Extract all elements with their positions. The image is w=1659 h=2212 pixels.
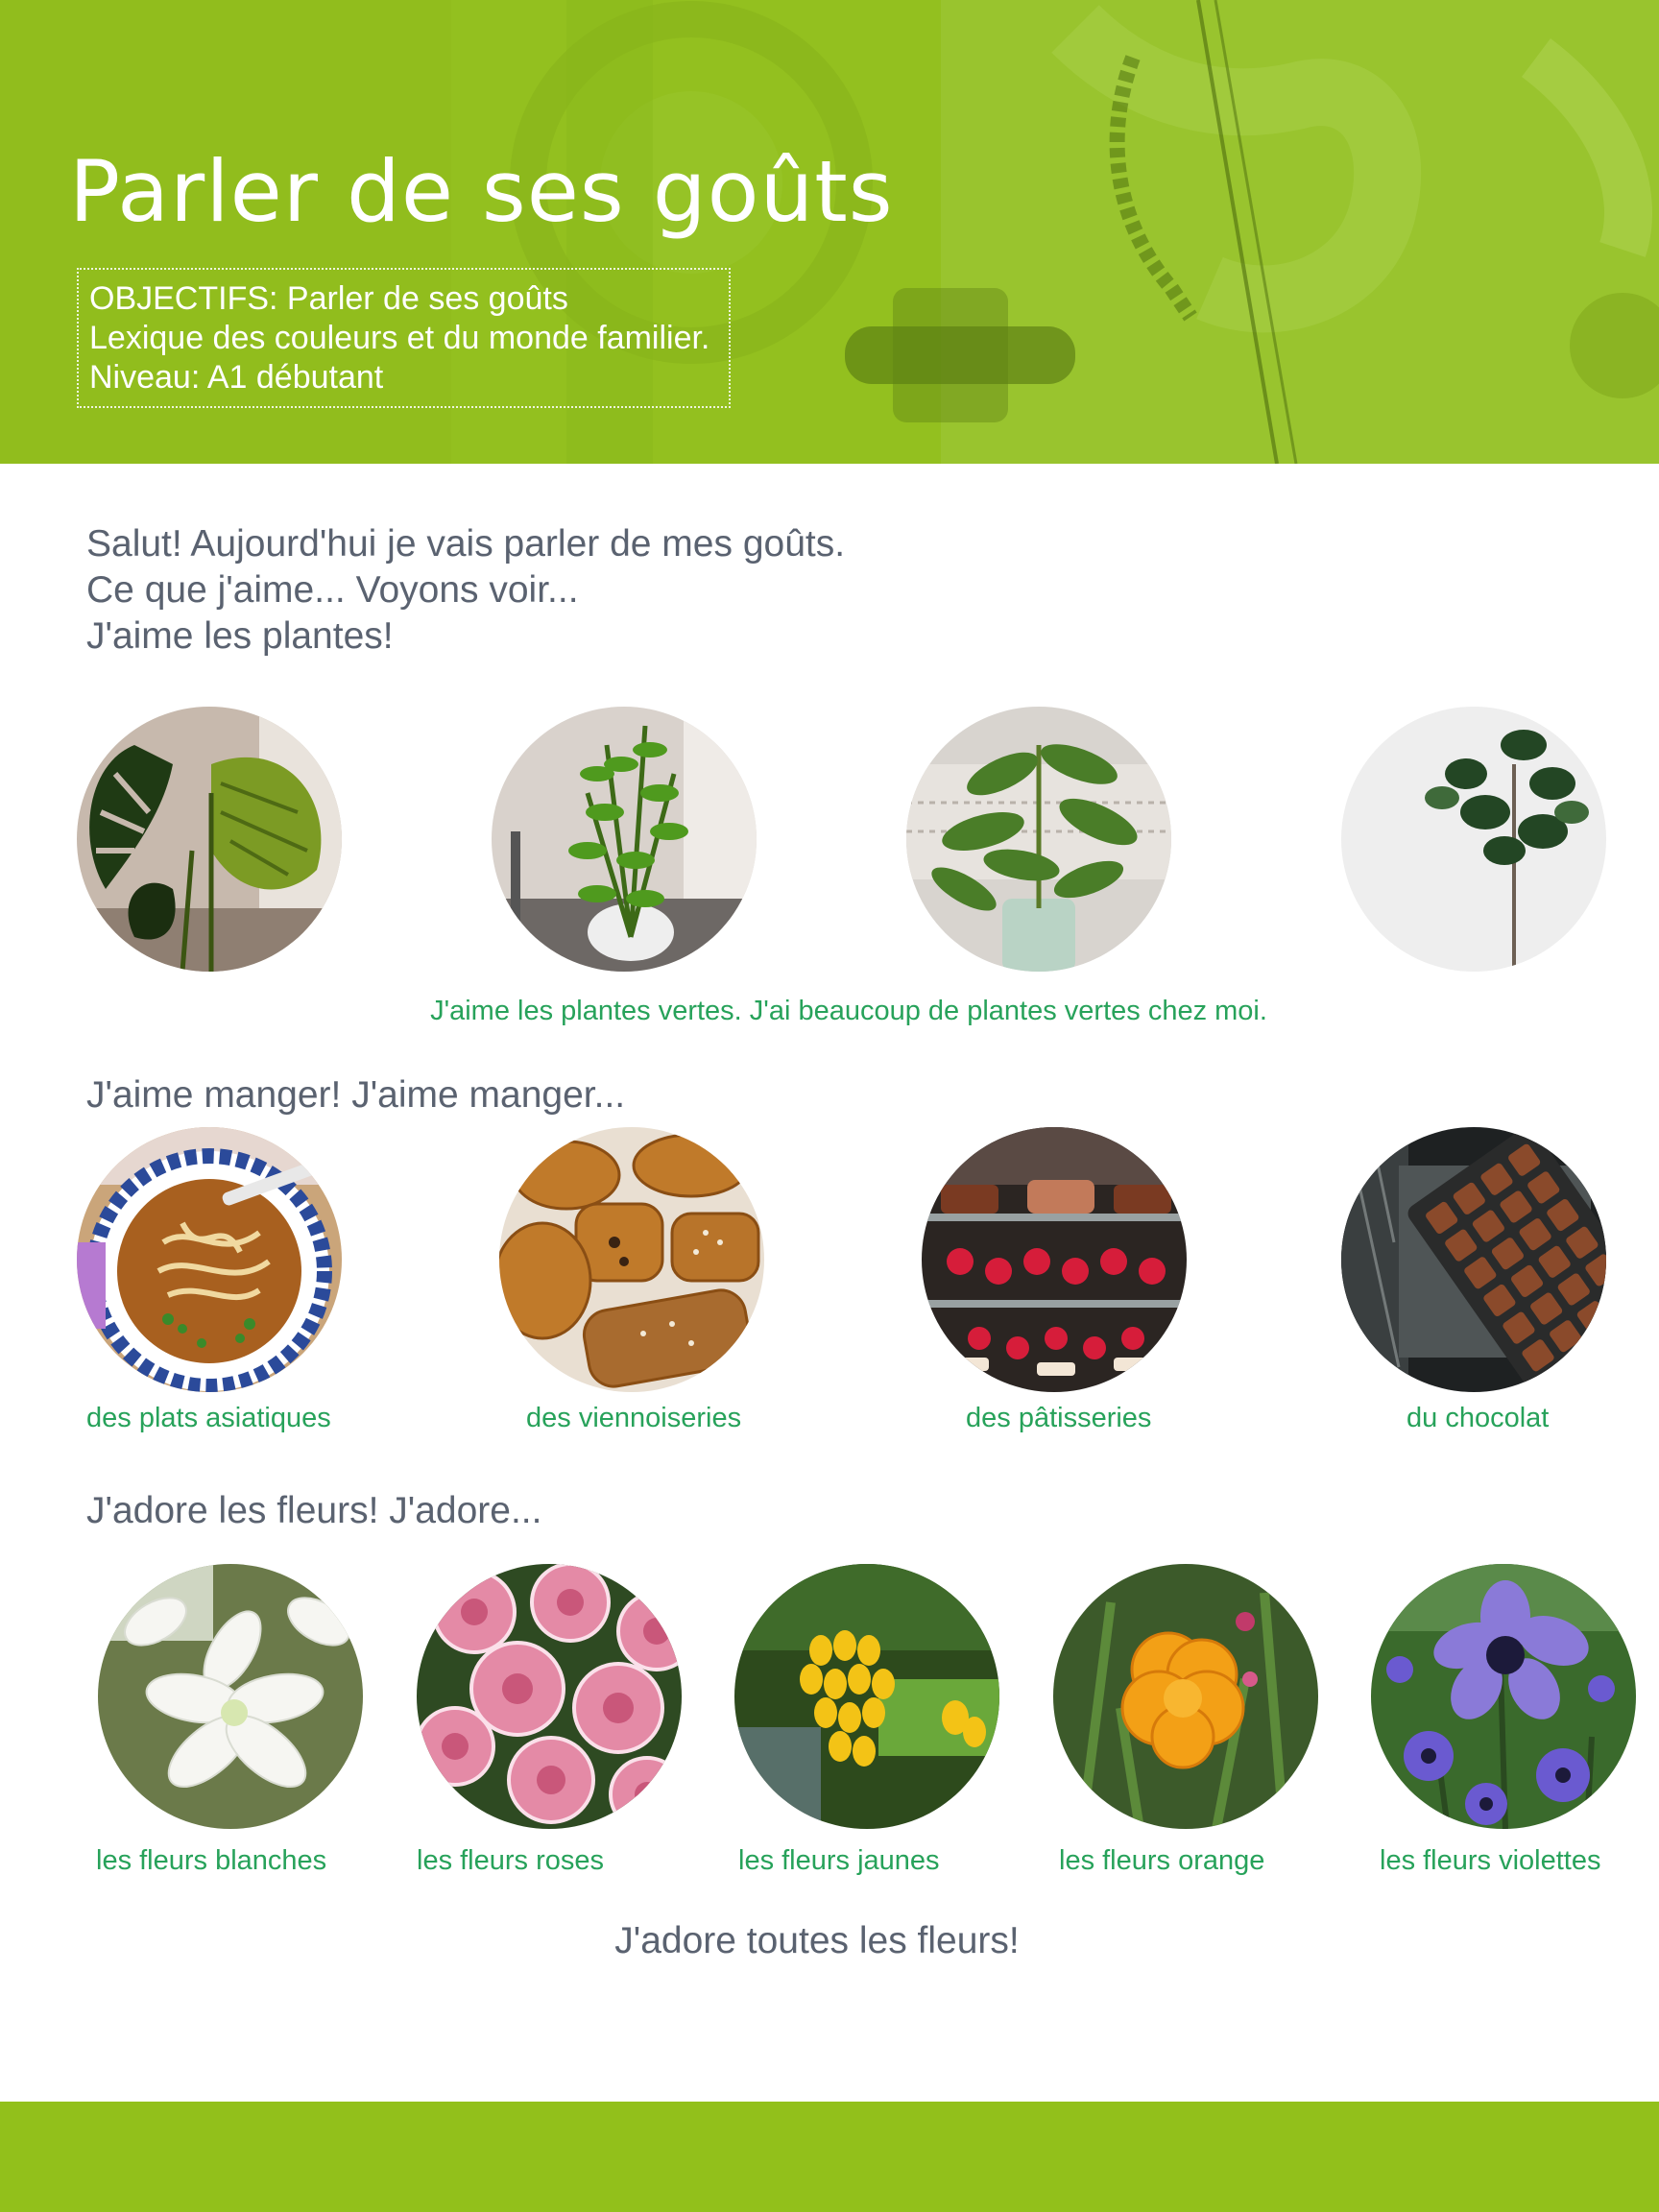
flowers-caption-pink: les fleurs roses	[417, 1845, 605, 1876]
avocado-plant-photo	[906, 707, 1171, 972]
food-caption-asian: des plats asiatiques	[86, 1403, 331, 1433]
intro-text	[86, 521, 845, 660]
vocabulary-line: Lexique des couleurs et du monde familier.	[89, 320, 710, 356]
intro-line: Salut! Aujourd'hui je vais parler de mes goûts.	[86, 523, 846, 565]
food-caption-viennoiseries: des viennoiseries	[526, 1403, 742, 1433]
pastries-photo	[499, 1127, 764, 1392]
white-flowers-photo	[98, 1564, 363, 1829]
plants-caption: J'aime les plantes vertes. J'ai beaucoup de plantes vertes chez moi.	[430, 996, 1267, 1026]
level-line: Niveau: A1 débutant	[89, 359, 384, 396]
closing-text: J'adore toutes les fleurs!	[614, 1920, 1020, 1961]
page-title: Parler de ses goûts	[69, 142, 894, 241]
zamioculcas-plant-photo	[492, 707, 757, 972]
intro-line: Ce que j'aime... Voyons voir...	[86, 569, 579, 611]
monstera-plant-photo	[77, 707, 342, 972]
footer-bar	[0, 2102, 1659, 2212]
food-caption-patisseries: des pâtisseries	[966, 1403, 1152, 1433]
violet-anemone-photo	[1371, 1564, 1636, 1829]
fiddle-leaf-fig-photo	[1341, 707, 1606, 972]
pink-flowers-photo	[417, 1564, 682, 1829]
objectives-box	[77, 268, 731, 408]
objectives-line: OBJECTIFS: Parler de ses goûts	[89, 280, 568, 317]
cake-display-photo	[922, 1127, 1187, 1392]
hero-banner	[0, 0, 1659, 464]
flowers-caption-white: les fleurs blanches	[96, 1845, 327, 1876]
yellow-tulips-photo	[734, 1564, 999, 1829]
flowers-section-title: J'adore les fleurs! J'adore...	[86, 1490, 542, 1531]
food-caption-chocolate: du chocolat	[1407, 1403, 1550, 1433]
flowers-caption-violet: les fleurs violettes	[1380, 1845, 1601, 1876]
intro-line: J'aime les plantes!	[86, 615, 394, 657]
chocolate-box-photo	[1341, 1127, 1606, 1392]
flowers-caption-orange: les fleurs orange	[1059, 1845, 1265, 1876]
food-section-title: J'aime manger! J'aime manger...	[86, 1074, 626, 1116]
noodle-soup-photo	[77, 1127, 342, 1392]
flowers-caption-yellow: les fleurs jaunes	[738, 1845, 940, 1876]
orange-tulip-photo	[1053, 1564, 1318, 1829]
